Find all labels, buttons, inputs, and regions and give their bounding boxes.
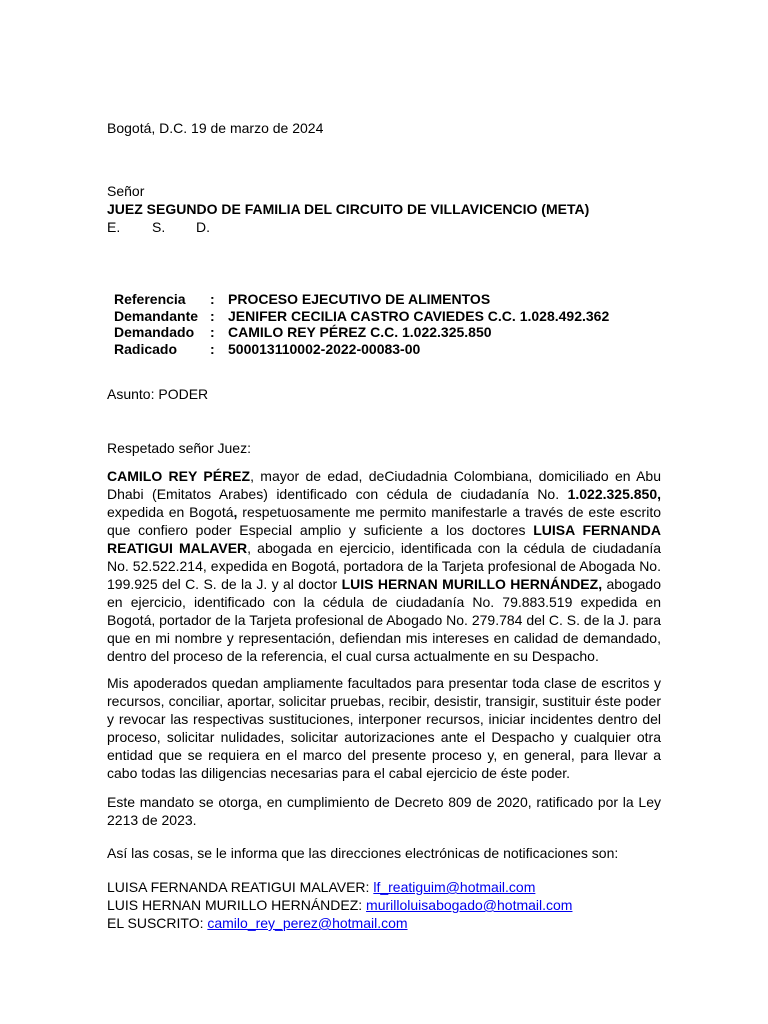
esd-d: D. — [196, 219, 210, 235]
reference-key: Demandante — [114, 307, 199, 324]
reference-key: Referencia — [114, 291, 186, 307]
body-paragraph-4: Así las cosas, se le informa que las direcciones electrónicas de notificaciones son: — [107, 845, 619, 861]
body-paragraph-2: Mis apoderados quedan ampliamente facultados para presentar toda clase de escritos y recursos, conciliar, aportar, solicitar pruebas, recibir, desistir, transigir, sustituir éste poder y revocar las respectivas sustituciones, interponer recursos, iniciar incidentes dentro del proceso, solicitar nulidades, solicitar autorizaciones ante el Despacho y cualquier otra entidad que se requiera en el marco del presente proceso y, en general, para llevar a cabo todas las diligencias necesarias para el cabal ejercicio de éste poder. — [107, 675, 661, 781]
date-line: Bogotá, D.C. 19 de marzo de 2024 — [107, 120, 324, 136]
reference-separator: : — [210, 340, 215, 357]
reference-value: CAMILO REY PÉREZ C.C. 1.022.325.850 — [228, 324, 492, 340]
body-paragraph-3: Este mandato se otorga, en cumplimiento de Decreto 809 de 2020, ratificado por la Ley 2213 de 2023. — [107, 794, 661, 828]
reference-separator: : — [210, 324, 215, 340]
addressee-title: JUEZ SEGUNDO DE FAMILIA DEL CIRCUITO DE VILLAVICENCIO (META) — [107, 201, 590, 217]
greeting: Respetado señor Juez: — [107, 440, 251, 456]
reference-table — [114, 291, 609, 357]
attorney-name-1: LUISA FERNANDA REATIGUI MALAVER — [107, 522, 661, 556]
body-paragraph-1 — [107, 467, 661, 665]
reference-value: PROCESO EJECUTIVO DE ALIMENTOS — [228, 291, 491, 307]
paragraph-text: abogado en ejercicio, identificado con la cédula de ciudadanía No. 79.883.519 expedida en Bogotá, portador de la Tarjeta profesional de Abogado No. 279.784 del C. S. de la J. para que en mi nombre y representación, defiendan mis intereses en calidad de demandado, dentro del proceso de la referencia, el cual cursa actualmente en su Despacho. — [107, 576, 661, 664]
esd-line — [107, 218, 661, 236]
grantor-name: CAMILO REY PÉREZ — [107, 468, 251, 484]
contact-item — [107, 914, 661, 932]
reference-key: Radicado — [114, 340, 178, 357]
reference-row — [114, 324, 609, 341]
grantor-id: 1.022.325.850, — [567, 486, 661, 502]
contact-item — [107, 878, 661, 896]
contact-list — [107, 878, 661, 932]
salutation: Señor — [107, 183, 145, 199]
bold-comma: , — [233, 504, 238, 520]
contact-label: EL SUSCRITO: — [107, 915, 208, 931]
esd-e: E. — [107, 219, 121, 235]
subject-line: Asunto: PODER — [107, 386, 209, 402]
contact-label: LUISA FERNANDA REATIGUI MALAVER: — [107, 879, 374, 895]
reference-row — [114, 308, 609, 325]
paragraph-text: respetuosamente me permito manifestarle a través de este escrito que confiero poder Especial amplio y suficiente a los doctores — [107, 504, 661, 538]
email-link[interactable]: camilo_rey_perez@hotmail.com — [207, 915, 408, 931]
reference-row — [114, 341, 609, 358]
reference-separator: : — [210, 291, 215, 307]
attorney-name-2: LUIS HERNAN MURILLO HERNÁNDEZ, — [341, 576, 603, 592]
reference-separator: : — [210, 307, 215, 324]
contact-item — [107, 896, 661, 914]
reference-value: 500013110002-2022-00083-00 — [228, 340, 421, 357]
reference-value: JENIFER CECILIA CASTRO CAVIEDES C.C. 1.028.492.362 — [228, 307, 610, 324]
paragraph-text: , mayor de edad, deCiudadnia Colombiana, domiciliado en Abu Dhabi (Emitatos Arabes) identificado con cédula de ciudadanía No. — [107, 468, 662, 502]
esd-s: S. — [152, 219, 166, 235]
paragraph-text: , abogada en ejercicio, identificada con la cédula de ciudadanía No. 52.522.214, expedida en Bogotá, portadora de la Tarjeta profesional de Abogada No. 199.925 del C. S. de la J. y al doctor — [107, 540, 662, 592]
addressee-block — [107, 182, 661, 236]
email-link[interactable]: murilloluisabogado@hotmail.com — [366, 897, 573, 913]
reference-key: Demandado — [114, 324, 195, 340]
reference-row — [114, 291, 609, 308]
contact-label: LUIS HERNAN MURILLO HERNÁNDEZ: — [107, 897, 367, 913]
email-link[interactable]: lf_reatiguim@hotmail.com — [373, 879, 536, 895]
paragraph-text: expedida en Bogotá — [107, 504, 234, 520]
